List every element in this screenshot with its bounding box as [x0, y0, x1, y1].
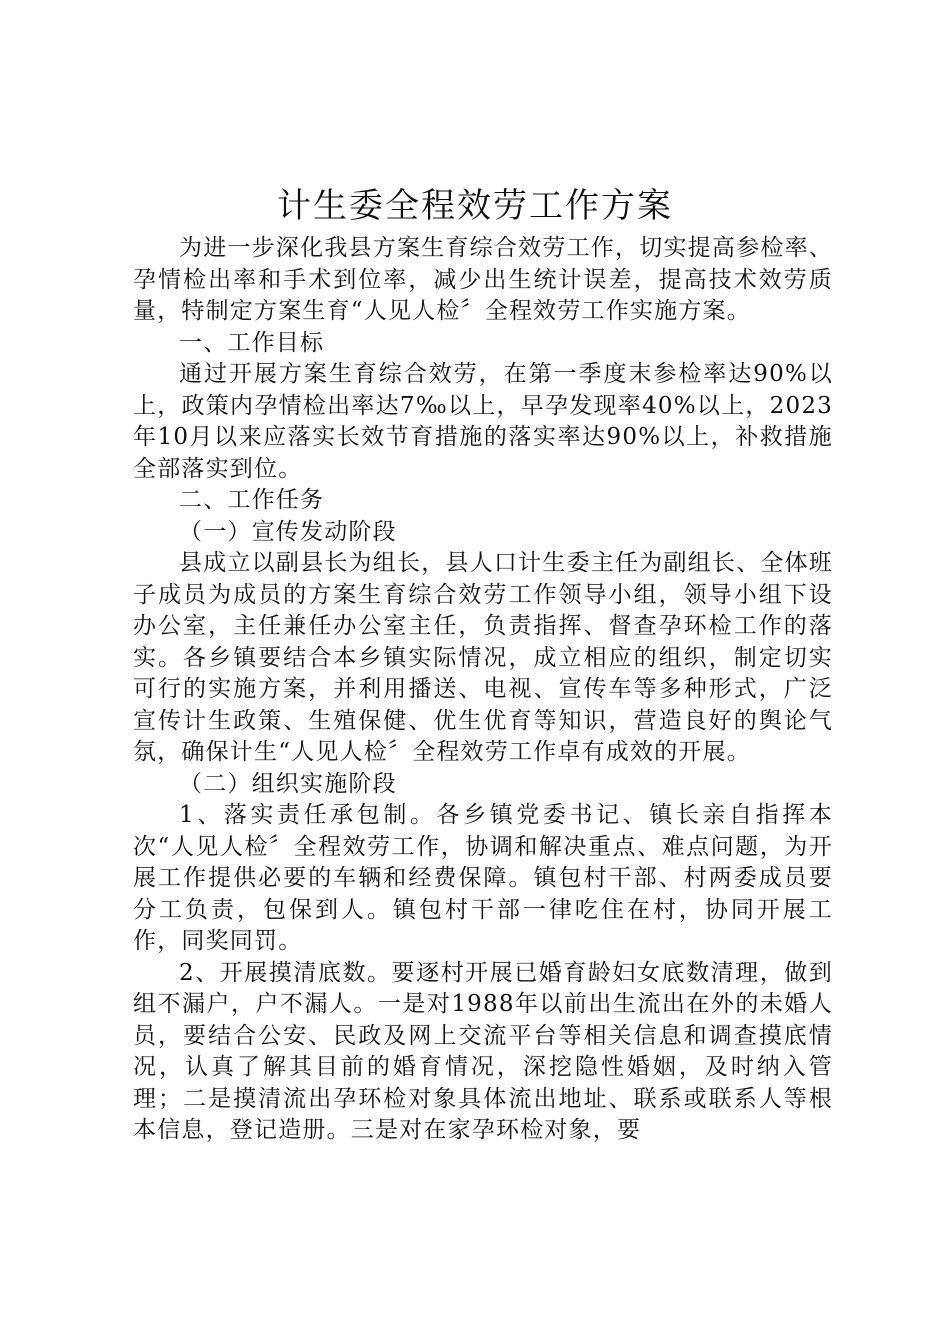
publicity-paragraph: 县成立以副县长为组长，县人口计生委主任为副组长、全体班子成员为成员的方案生育综合效劳工作领导小组，领导小组下设办公室，主任兼任办公室主任，负责指挥、督查孕环检工作的落实。各乡镇要结合本乡镇实际情况，成立相应的组织，制定切实可行的实施方案，并利用播送、电视、宣传车等多种形式，广泛宣传计生政策、生殖保健、优生优育等知识，营造良好的舆论气氛，确保计生“人见人检〞全程效劳工作卓有成效的开展。 — [133, 550, 833, 765]
survey-paragraph: 2、开展摸清底数。要逐村开展已婚育龄妇女底数清理，做到组不漏户，户不漏人。一是对1988年以前出生流出在外的未婚人员，要结合公安、民政及网上交流平台等相关信息和调查摸底情况，认真了解其目前的婚育情况，深挖隐性婚姻，及时纳入管理；二是摸清流出孕环检对象具体流出地址、联系或联系人等根本信息，登记造册。三是对在家孕环检对象，要 — [133, 959, 833, 1143]
subsection-heading-publicity: （一）宣传发动阶段 — [179, 518, 397, 545]
responsibility-paragraph: 1、落实责任承包制。各乡镇党委书记、镇长亲自指挥本次“人见人检〞全程效劳工作，协调和解决重点、难点问题，为开展工作提供必要的车辆和经费保障。镇包村干部、村两委成员要分工负责，包保到人。镇包村干部一律吃住在村，协同开展工作，同奖同罚。 — [133, 802, 833, 954]
intro-paragraph: 为进一步深化我县方案生育综合效劳工作，切实提高参检率、孕情检出率和手术到位率，减少出生统计误差，提高技术效劳质量，特制定方案生育“人见人检〞全程效劳工作实施方案。 — [133, 235, 833, 324]
document-title: 计生委全程效劳工作方案 — [277, 186, 673, 226]
document-body — [133, 233, 833, 1147]
section-heading-goals: 一、工作目标 — [179, 329, 325, 356]
goals-paragraph: 通过开展方案生育综合效劳，在第一季度末参检率达90%以上，政策内孕情检出率达7‰以上，早孕发现率40%以上，2023年10月以来应落实长效节育措施的落实率达90%以上，补救措施全部落实到位。 — [133, 361, 833, 482]
section-heading-tasks: 二、工作任务 — [179, 487, 325, 513]
subsection-heading-implementation: （二）组织实施阶段 — [179, 770, 397, 797]
